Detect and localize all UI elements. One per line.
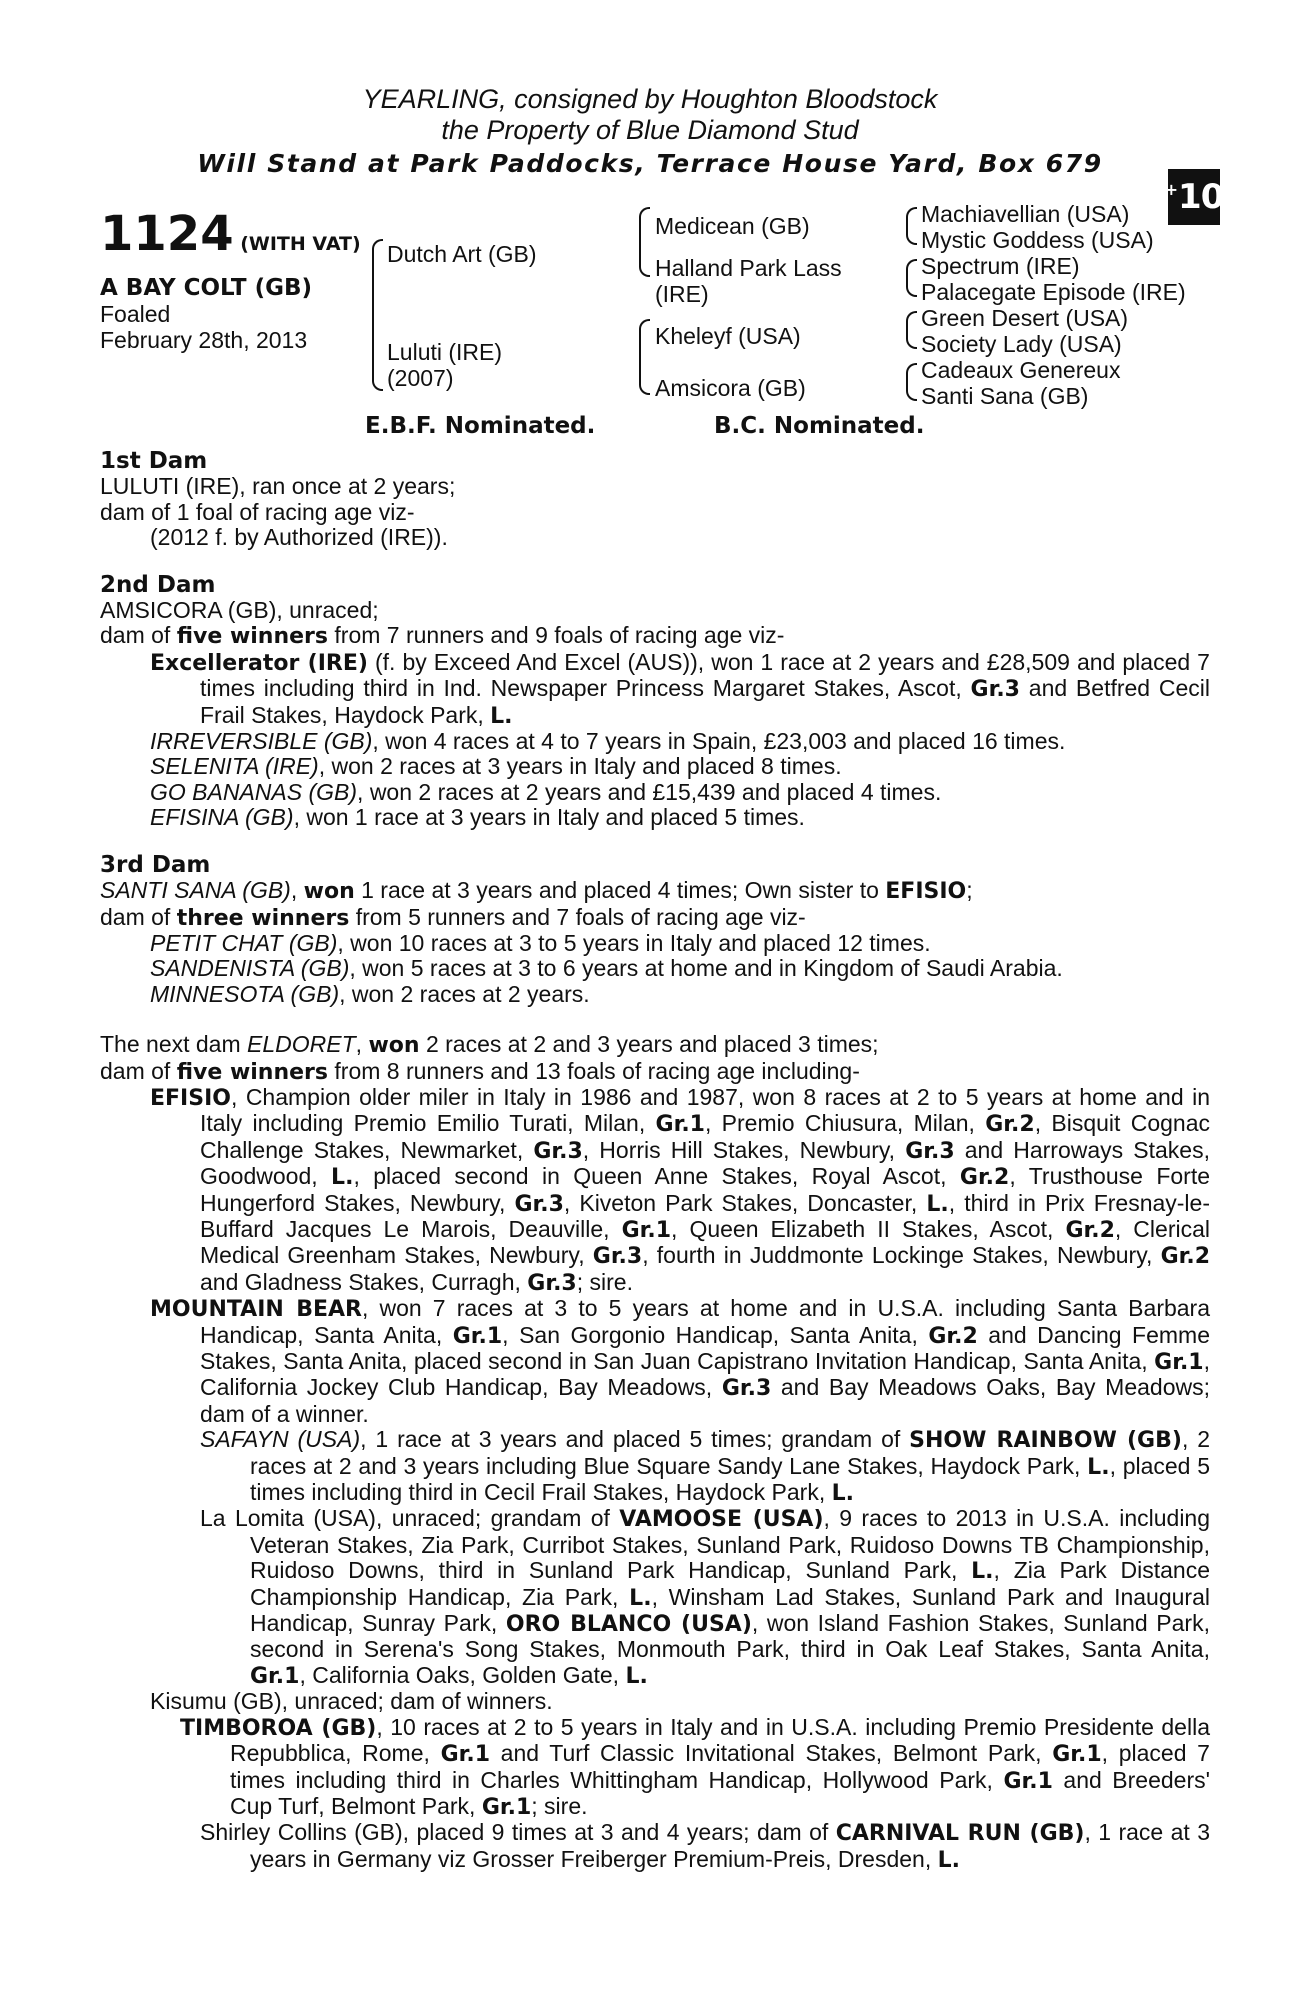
first-dam-section bbox=[100, 449, 1210, 551]
entry-minnesota: MINNESOTA (GB), won 2 races at 2 years. bbox=[150, 980, 590, 1007]
dam-name: Luluti (IRE) bbox=[387, 339, 503, 365]
entry-la-lomita: La Lomita (USA), unraced; grandam of VAMOOSE (USA), 9 races to 2013 in U.S.A. including Veteran Stakes, Zia Park, Curribot Stakes, Sunland Park, Ruidoso Downs TB Championship, Ruidoso Downs, third in Sunland Park Handicap, Sunland Park, L., Zia Park Distance Championship Handicap, Zia Park, L., Winsham Lad Stakes, Sunland Park and Inaugural Handicap, Sunray Park, ORO BLANCO (USA), won Island Fashion Stakes, Sunland Park, second in Serena's Song Stakes, Monmouth Park, third in Oak Leaf Stakes, Santa Anita, Gr.1, California Oaks, Golden Gate, L. bbox=[200, 1505, 1211, 1689]
first-dam-produce: dam of 1 foal of racing age viz- bbox=[100, 498, 415, 525]
next-dam-produce: dam of five winners from 8 runners and 13 foals of racing age including- bbox=[100, 1057, 860, 1085]
granddam-paternal-country: (IRE) bbox=[655, 281, 709, 307]
catalogue-badge: + 10 bbox=[1168, 169, 1220, 225]
grandsire-paternal: Medicean (GB) bbox=[655, 213, 810, 239]
ebf-nominated: E.B.F. Nominated. bbox=[365, 413, 596, 439]
next-dam-line: The next dam ELDORET, won 2 races at 2 and 3 years and placed 3 times; bbox=[100, 1031, 879, 1059]
ggp-bracket-4 bbox=[906, 363, 917, 401]
pedigree-block bbox=[100, 179, 1210, 449]
first-dam-heading: 1st Dam bbox=[100, 448, 208, 474]
entry-go-bananas: GO BANANAS (GB), won 2 races at 2 years and £15,439 and placed 4 times. bbox=[150, 778, 942, 805]
second-dam-produce: dam of five winners from 7 runners and 9 foals of racing age viz- bbox=[100, 622, 785, 650]
entry-kisumu: Kisumu (GB), unraced; dam of winners. bbox=[150, 1688, 553, 1715]
second-dam-section bbox=[100, 573, 1210, 831]
entry-efisio: EFISIO, Champion older miler in Italy in 1986 and 1987, won 8 races at 2 to 5 years at home and in Italy including Premio Emilio Turati, Milan, Gr.1, Premio Chiusura, Milan, Gr.2, Bisquit Cognac Challenge Stakes, Newmarket, Gr.3, Horris Hill Stakes, Newbury, Gr.3 and Harroways Stakes, Goodwood, L., placed second in Queen Anne Stakes, Royal Ascot, Gr.2, Trusthouse Forte Hungerford Stakes, Newbury, Gr.3, Kiveton Park Stakes, Doncaster, L., third in Prix Fresnay-le-Buffard Jacques Le Marois, Deauville, Gr.1, Queen Elizabeth II Stakes, Ascot, Gr.2, Clerical Medical Greenham Stakes, Newbury, Gr.3, fourth in Juddmonte Lockinge Stakes, Newbury, Gr.2 and Gladness Stakes, Curragh, Gr.3; sire. bbox=[150, 1083, 1211, 1296]
third-dam-produce: dam of three winners from 5 runners and 7 foals of racing age viz- bbox=[100, 903, 806, 931]
entry-petit-chat: PETIT CHAT (GB), won 10 races at 3 to 5 years in Italy and placed 12 times. bbox=[150, 929, 931, 956]
entry-irreversible: IRREVERSIBLE (GB), won 4 races at 4 to 7 years in Spain, £23,003 and placed 16 times. bbox=[150, 728, 1066, 755]
entry-shirley-collins: Shirley Collins (GB), placed 9 times at 3 and 4 years; dam of CARNIVAL RUN (GB), 1 race at 3 years in Germany viz Grosser Freiberger Premium-Preis, Dresden, L. bbox=[200, 1819, 1210, 1873]
ggp-8: Santi Sana (GB) bbox=[921, 383, 1089, 409]
entry-safayn: SAFAYN (USA), 1 race at 3 years and placed 5 times; grandam of SHOW RAINBOW (GB), 2 races at 2 and 3 years including Blue Square Sandy Lane Stakes, Haydock Park, L., placed 5 times including third in Cecil Frail Stakes, Haydock Park, L. bbox=[200, 1426, 1211, 1507]
ggp-5: Green Desert (USA) bbox=[921, 305, 1129, 331]
entry-mountain-bear: MOUNTAIN BEAR, won 7 races at 3 to 5 years at home and in U.S.A. including Santa Barbara Handicap, Santa Anita, Gr.1, San Gorgonio Handicap, Santa Anita, Gr.2 and Dancing Femme Stakes, Santa Anita, placed second in San Juan Capistrano Invitation Handicap, Santa Anita, Gr.1, California Jockey Club Handicap, Bay Meadows, Gr.3 and Bay Meadows Oaks, Bay Meadows; dam of a winner. bbox=[150, 1295, 1211, 1427]
third-dam-line: SANTI SANA (GB), won 1 race at 3 years and placed 4 times; Own sister to EFISIO; bbox=[100, 877, 973, 905]
sire: Dutch Art (GB) bbox=[387, 241, 537, 267]
foaled-label: Foaled bbox=[100, 301, 171, 327]
ggp-7: Cadeaux Genereux bbox=[921, 357, 1121, 383]
second-dam-heading: 2nd Dam bbox=[100, 571, 216, 598]
ggp-2: Mystic Goddess (USA) bbox=[921, 227, 1154, 253]
sire-bracket bbox=[639, 207, 650, 277]
catalogue-page bbox=[100, 84, 1210, 1873]
sire-dam-bracket bbox=[372, 239, 383, 391]
entry-timboroa: TIMBOROA (GB), 10 races at 2 to 5 years in Italy and in U.S.A. including Premio Presidente della Repubblica, Rome, Gr.1 and Turf Classic Invitational Stakes, Belmont Park, Gr.1, placed 7 times including third in Charles Whittingham Handicap, Hollywood Park, Gr.1 and Breeders' Cup Turf, Belmont Park, Gr.1; sire. bbox=[180, 1713, 1211, 1820]
foaled-date: February 28th, 2013 bbox=[100, 327, 308, 353]
third-dam-section bbox=[100, 853, 1210, 1007]
page-header bbox=[100, 84, 1200, 179]
property-line: the Property of Blue Diamond Stud bbox=[441, 115, 859, 145]
grandsire-maternal: Kheleyf (USA) bbox=[655, 323, 801, 349]
granddam-maternal: Amsicora (GB) bbox=[655, 375, 806, 401]
ggp-bracket-2 bbox=[906, 259, 917, 297]
ggp-bracket-1 bbox=[906, 207, 917, 245]
first-dam-foal: (2012 f. by Authorized (IRE)). bbox=[150, 524, 448, 551]
dam-bracket bbox=[639, 319, 650, 395]
bc-nominated: B.C. Nominated. bbox=[714, 413, 925, 439]
ggp-6: Society Lady (USA) bbox=[921, 331, 1122, 357]
entry-efisina: EFISINA (GB), won 1 race at 3 years in Italy and placed 5 times. bbox=[150, 804, 805, 831]
stand-line: Will Stand at Park Paddocks, Terrace House Yard, Box 679 bbox=[197, 149, 1103, 178]
ggp-3: Spectrum (IRE) bbox=[921, 253, 1080, 279]
third-dam-heading: 3rd Dam bbox=[100, 851, 211, 878]
first-dam-line: LULUTI (IRE), ran once at 2 years; bbox=[100, 473, 456, 500]
lot-number: 1124 (WITH VAT) bbox=[100, 206, 361, 262]
consignor-line: YEARLING, consigned by Houghton Bloodstock bbox=[362, 84, 938, 114]
entry-sandenista: SANDENISTA (GB), won 5 races at 3 to 6 years at home and in Kingdom of Saudi Arabia. bbox=[150, 955, 1063, 982]
ggp-1: Machiavellian (USA) bbox=[921, 201, 1130, 227]
dam-year: (2007) bbox=[387, 365, 454, 391]
granddam-paternal: Halland Park Lass bbox=[655, 255, 842, 281]
next-dam-section bbox=[100, 1032, 1210, 1873]
ggp-bracket-3 bbox=[906, 311, 917, 349]
lot-title: A BAY COLT (GB) bbox=[100, 275, 313, 301]
entry-selenita: SELENITA (IRE), won 2 races at 3 years in Italy and placed 8 times. bbox=[150, 753, 842, 780]
second-dam-line: AMSICORA (GB), unraced; bbox=[100, 597, 379, 624]
ggp-4: Palacegate Episode (IRE) bbox=[921, 279, 1186, 305]
entry-excellerator: Excellerator (IRE) (f. by Exceed And Excel (AUS)), won 1 race at 2 years and £28,509 and placed 7 times including third in Ind. Newspaper Princess Margaret Stakes, Ascot, Gr.3 and Betfred Cecil Frail Stakes, Haydock Park, L. bbox=[150, 648, 1210, 729]
